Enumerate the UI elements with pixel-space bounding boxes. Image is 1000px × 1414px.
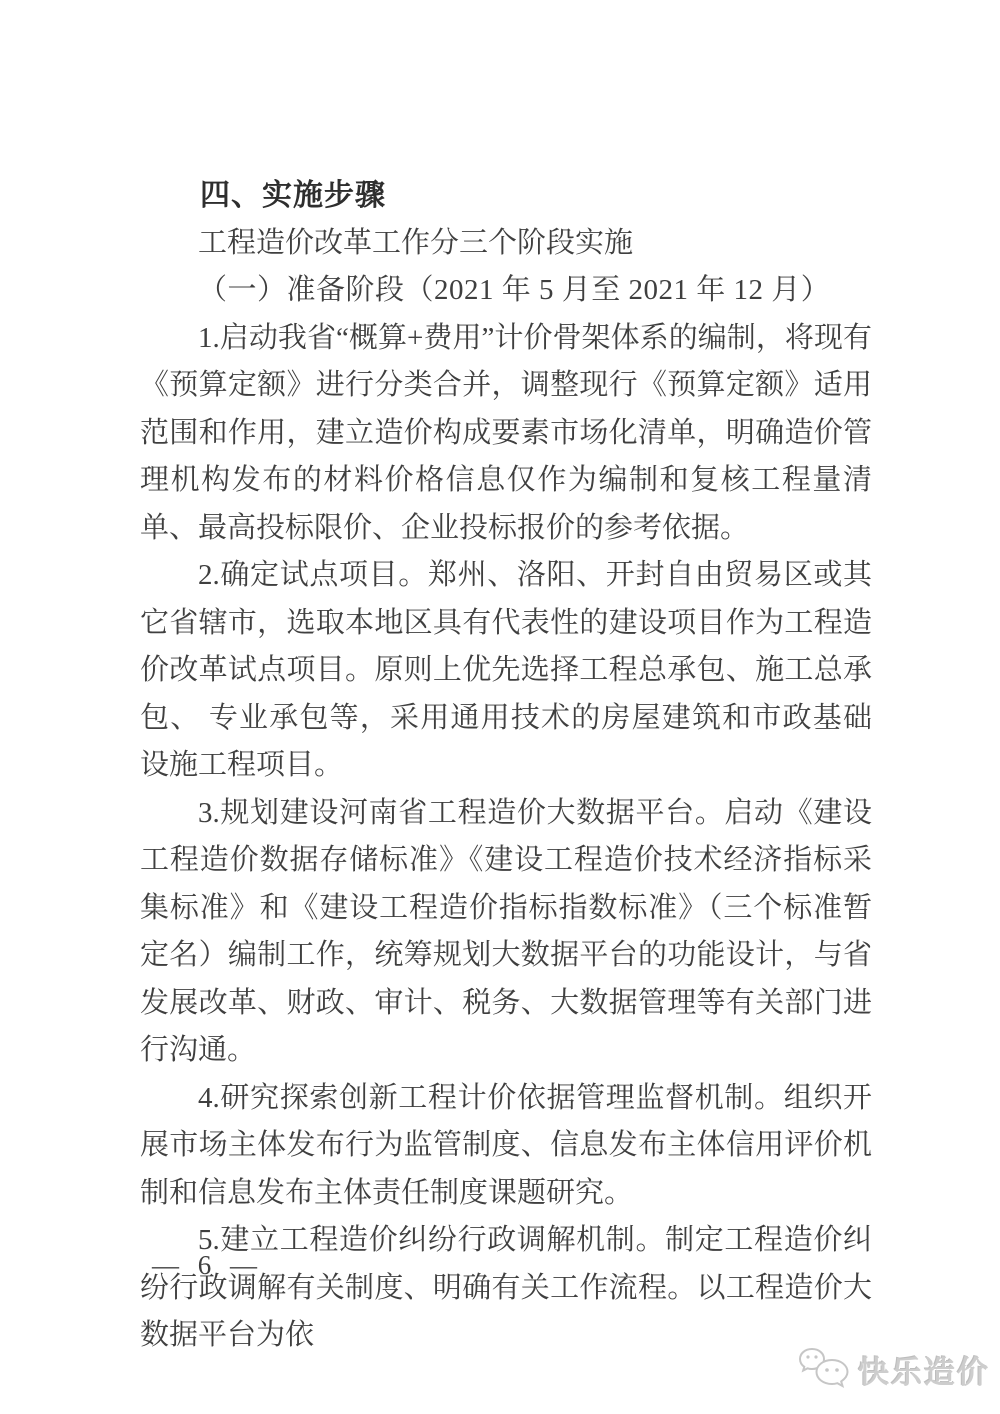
document-body <box>140 172 872 1360</box>
intro-line: 工程造价改革工作分三个阶段实施 <box>198 226 634 259</box>
wechat-chat-bubbles-icon <box>798 1346 850 1392</box>
brand-watermark <box>798 1346 990 1392</box>
paragraph-4: 4.研究探索创新工程计价依据管理监督机制。组织开展市场主体发布行为监管制度、信息发布主体信用评价机制和信息发布主体责任制度课题研究。 <box>140 1081 872 1209</box>
paragraph-2: 2.确定试点项目。郑州、洛阳、开封自由贸易区或其它省辖市，选取本地区具有代表性的建设项目作为工程造价改革试点项目。原则上优先选择工程总承包、施工总承包、 专业承包等，采用通用技术的房屋建筑和市政基础设施工程项目。 <box>140 559 872 781</box>
stage-heading: （一）准备阶段（2021 年 5 月至 2021 年 12 月） <box>198 274 831 306</box>
page-number: — 6 — <box>152 1250 263 1280</box>
paragraph-5: 5.建立工程造价纠纷行政调解机制。制定工程造价纠纷行政调解有关制度、明确有关工作流程。以工程造价大数据平台为依 <box>140 1224 872 1351</box>
section-heading: 四、实施步骤 <box>200 179 386 212</box>
brand-name: 快乐造价 <box>858 1354 990 1390</box>
paragraph-1: 1.启动我省“概算+费用”计价骨架体系的编制，将现有《预算定额》进行分类合并，调整现行《预算定额》适用范围和作用，建立造价构成要素市场化清单，明确造价管理机构发布的材料价格信息仅作为编制和复核工程量清单、最高投标限价、企业投标报价的参考依据。 <box>140 321 872 544</box>
paragraph-3: 3.规划建设河南省工程造价大数据平台。启动《建设工程造价数据存储标准》《建设工程造价技术经济指标采集标准》和《建设工程造价指标指数标准》（三个标准暂定名）编制工作，统筹规划大数据平台的功能设计，与省发展改革、财政、审计、税务、大数据管理等有关部门进行沟通。 <box>140 796 872 1066</box>
